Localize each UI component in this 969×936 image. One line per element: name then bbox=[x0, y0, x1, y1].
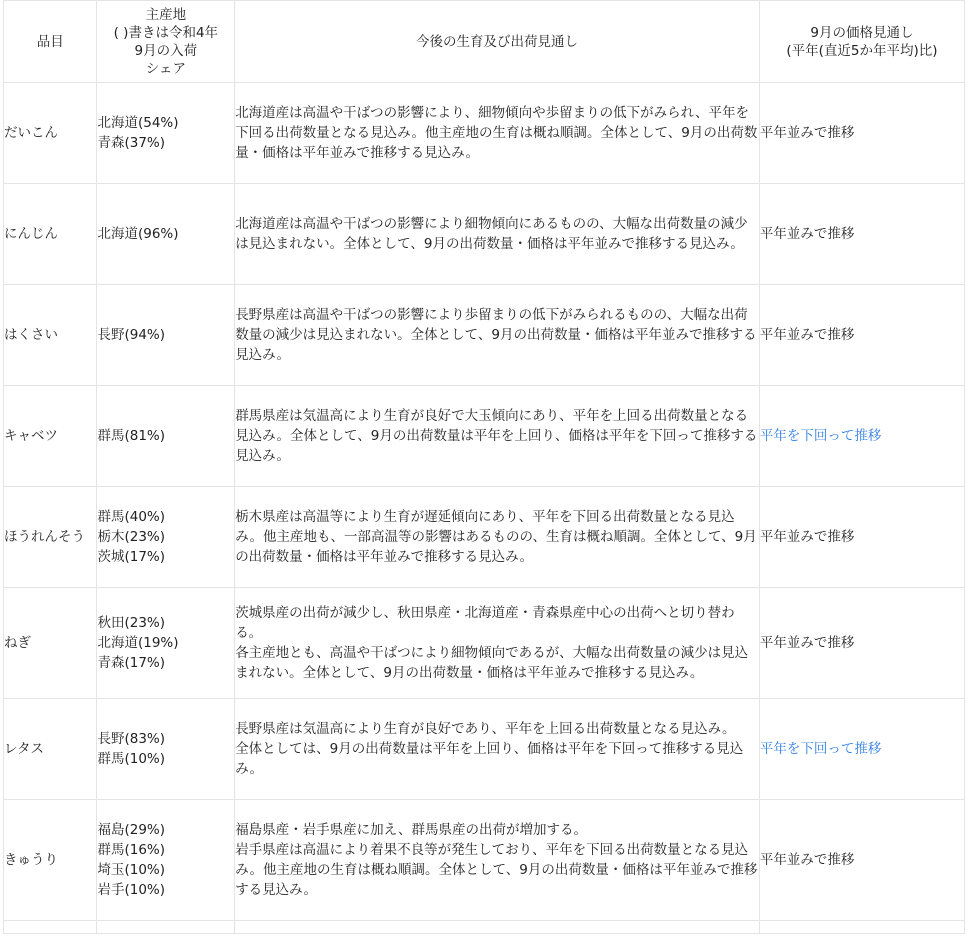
outlook-cell: 茨城県産の出荷が減少し、秋田県産・北海道産・青森県産中心の出荷へと切り替わる。 各主産地とも、高温や干ばつにより細物傾向であるが、大幅な出荷数量の減少は見込まれない。全体として、9月の出荷数量・価格は平年並みで推移する見込み。 bbox=[235, 588, 760, 699]
price-cell: 平年を下回って推移 bbox=[759, 699, 964, 800]
table-row bbox=[4, 184, 965, 285]
outlook-cell: 北海道産は高温や干ばつの影響により細物傾向にあるものの、大幅な出荷数量の減少は見込まれない。全体として、9月の出荷数量・価格は平年並みで推移する見込み。 bbox=[235, 184, 760, 285]
outlook-cell: 長野県産は高温や干ばつの影響により歩留まりの低下がみられるものの、大幅な出荷数量の減少は見込まれない。全体として、9月の出荷数量・価格は平年並みで推移する見込み。 bbox=[235, 285, 760, 386]
table-row bbox=[4, 285, 965, 386]
origin-cell: 北海道(54%) 青森(37%) bbox=[97, 83, 235, 184]
header-item: 品目 bbox=[4, 1, 97, 83]
outlook-cell: 長野県産は気温高により生育が良好であり、平年を上回る出荷数量となる見込み。 全体としては、9月の出荷数量は平年を上回り、価格は平年を下回って推移する見込み。 bbox=[235, 699, 760, 800]
empty-cell bbox=[759, 921, 964, 934]
outlook-cell: 北海道産は高温や干ばつの影響により、細物傾向や歩留まりの低下がみられ、平年を下回る出荷数量となる見込み。他主産地の生育は概ね順調。全体として、9月の出荷数量・価格は平年並みで推移する見込み。 bbox=[235, 83, 760, 184]
item-cell: ほうれんそう bbox=[4, 487, 97, 588]
vegetable-outlook-table bbox=[3, 0, 965, 934]
header-origin: 主産地 ( )書きは令和4年 9月の入荷 シェア bbox=[97, 1, 235, 83]
origin-cell: 福島(29%) 群馬(16%) 埼玉(10%) 岩手(10%) bbox=[97, 800, 235, 921]
empty-cell bbox=[4, 921, 97, 934]
origin-cell: 群馬(40%) 栃木(23%) 茨城(17%) bbox=[97, 487, 235, 588]
outlook-cell: 福島県産・岩手県産に加え、群馬県産の出荷が増加する。 岩手県産は高温により着果不良等が発生しており、平年を下回る出荷数量となる見込み。他主産地の生育は概ね順調。全体として、9月の出荷数量・価格は平年並みで推移する見込み。 bbox=[235, 800, 760, 921]
price-cell: 平年並みで推移 bbox=[759, 800, 964, 921]
table-row-cut-off bbox=[4, 921, 965, 934]
price-cell: 平年並みで推移 bbox=[759, 83, 964, 184]
empty-cell bbox=[97, 921, 235, 934]
item-cell: キャベツ bbox=[4, 386, 97, 487]
price-cell: 平年を下回って推移 bbox=[759, 386, 964, 487]
table-row bbox=[4, 699, 965, 800]
price-cell: 平年並みで推移 bbox=[759, 285, 964, 386]
outlook-cell: 群馬県産は気温高により生育が良好で大玉傾向にあり、平年を上回る出荷数量となる見込み。全体として、9月の出荷数量は平年を上回り、価格は平年を下回って推移する見込み。 bbox=[235, 386, 760, 487]
outlook-cell: 栃木県産は高温等により生育が遅延傾向にあり、平年を下回る出荷数量となる見込み。他主産地も、一部高温等の影響はあるものの、生育は概ね順調。全体として、9月の出荷数量・価格は平年並みで推移する見込み。 bbox=[235, 487, 760, 588]
item-cell: だいこん bbox=[4, 83, 97, 184]
price-cell: 平年並みで推移 bbox=[759, 588, 964, 699]
table-row bbox=[4, 487, 965, 588]
empty-cell bbox=[235, 921, 760, 934]
item-cell: レタス bbox=[4, 699, 97, 800]
header-row bbox=[4, 1, 965, 83]
table-row bbox=[4, 588, 965, 699]
item-cell: ねぎ bbox=[4, 588, 97, 699]
origin-cell: 秋田(23%) 北海道(19%) 青森(17%) bbox=[97, 588, 235, 699]
origin-cell: 長野(94%) bbox=[97, 285, 235, 386]
price-cell: 平年並みで推移 bbox=[759, 487, 964, 588]
origin-cell: 長野(83%) 群馬(10%) bbox=[97, 699, 235, 800]
origin-cell: 群馬(81%) bbox=[97, 386, 235, 487]
table-row bbox=[4, 386, 965, 487]
item-cell: にんじん bbox=[4, 184, 97, 285]
table-row bbox=[4, 83, 965, 184]
price-cell: 平年並みで推移 bbox=[759, 184, 964, 285]
header-price: 9月の価格見通し (平年(直近5か年平均)比) bbox=[759, 1, 964, 83]
item-cell: きゅうり bbox=[4, 800, 97, 921]
origin-cell: 北海道(96%) bbox=[97, 184, 235, 285]
header-outlook: 今後の生育及び出荷見通し bbox=[235, 1, 760, 83]
table-row bbox=[4, 800, 965, 921]
item-cell: はくさい bbox=[4, 285, 97, 386]
